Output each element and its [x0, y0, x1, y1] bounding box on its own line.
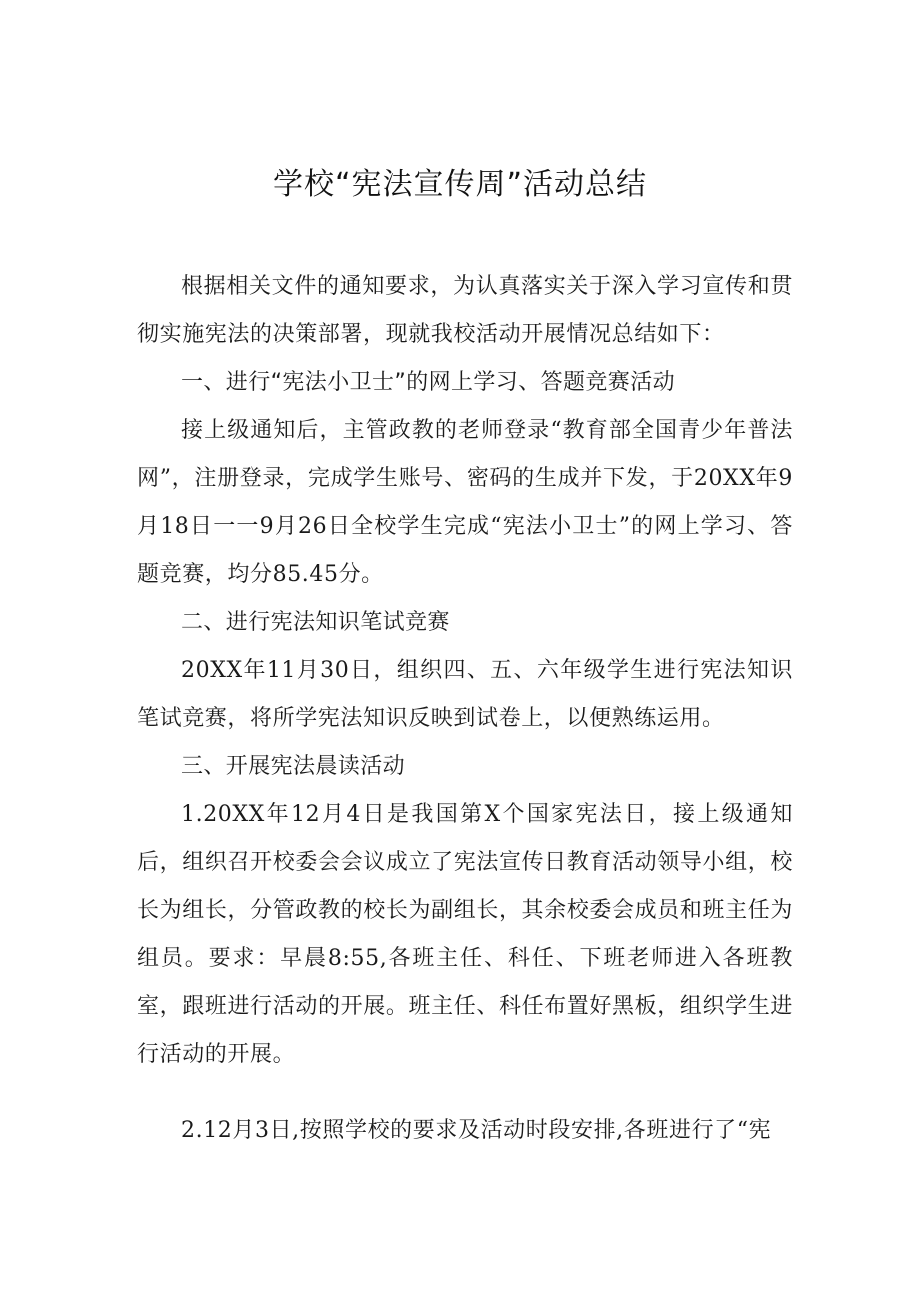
document-title: 学校“宪法宣传周”活动总结: [272, 167, 648, 202]
section-3-paragraph-1: 1.20XX年12月4日是我国第X个国家宪法日，接上级通知后，组织召开校委会会议成立了宪法宣传日教育活动领导小组，校长为组长，分管政教的校长为副组长，其余校委会成员和班主任为组员。要求：早晨8:55,各班主任、科任、下班老师进入各班教室，跟班进行活动的开展。班主任、科任布置好黑板，组织学生进行活动的开展。: [137, 802, 793, 1067]
section-2-heading: 二、进行宪法知识笔试竞赛: [181, 610, 450, 635]
section-3-paragraph-2: 2.12月3日,按照学校的要求及活动时段安排,各班进行了“宪: [181, 1118, 772, 1143]
section-1-paragraph: 接上级通知后，主管政教的老师登录“教育部全国青少年普法网”，注册登录，完成学生账号、密码的生成并下发，于20XX年9月18日一一9月26日全校学生完成“宪法小卫士”的网上学习、答题竞赛，均分85.45分。: [137, 418, 793, 587]
section-1-heading: 一、进行“宪法小卫士”的网上学习、答题竞赛活动: [181, 370, 675, 395]
intro-paragraph: 根据相关文件的通知要求，为认真落实关于深入学习宣传和贯彻实施宪法的决策部署，现就我校活动开展情况总结如下：: [137, 274, 793, 347]
section-3-heading: 三、开展宪法晨读活动: [181, 754, 406, 779]
section-2-paragraph: 20XX年11月30日，组织四、五、六年级学生进行宪法知识笔试竞赛，将所学宪法知识反映到试卷上，以便熟练运用。: [137, 658, 793, 731]
document-body: [137, 263, 793, 1155]
paragraph-gap: [137, 1079, 793, 1107]
